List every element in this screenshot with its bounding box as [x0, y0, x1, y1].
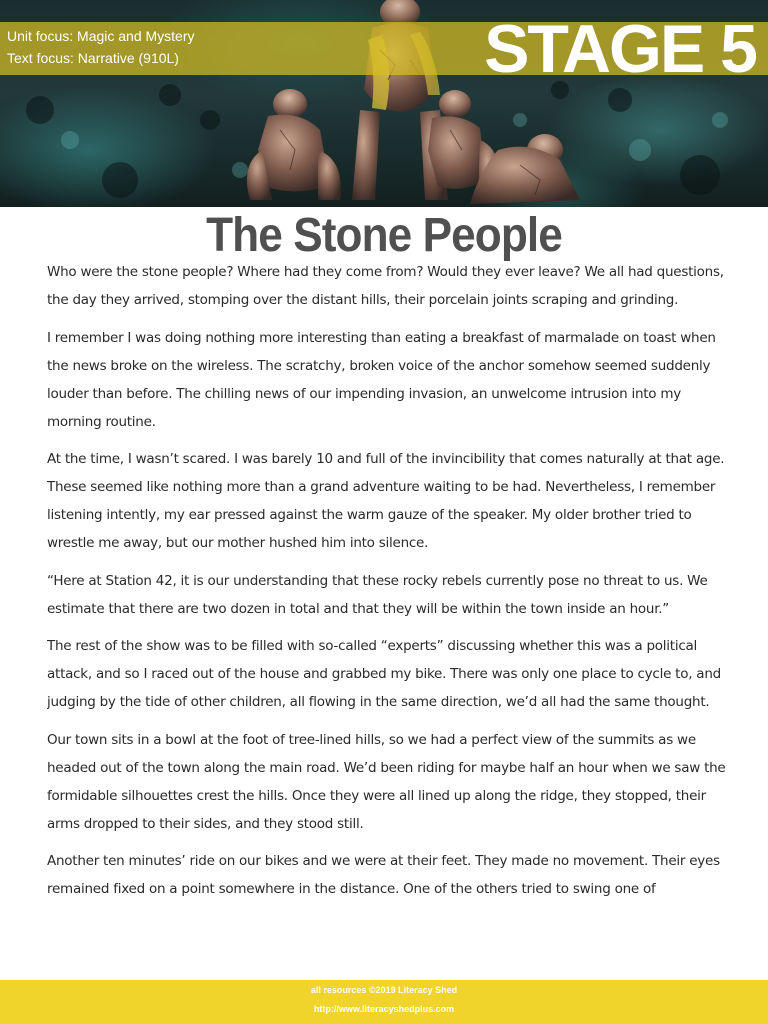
unit-focus-label: Unit focus: Magic and Mystery [7, 28, 195, 44]
story-body [47, 258, 731, 970]
footer [0, 980, 768, 1024]
text-focus-label: Text focus: Narrative (910L) [7, 50, 179, 66]
footer-copyright: all resources ©2019 Literacy Shed [310, 985, 458, 995]
story-paragraph: Another ten minutes’ ride on our bikes and we were at their feet. They made no movement. Their eyes remained fixed on a point somewhere in the distance. One of the others tried to swing one of [47, 853, 720, 897]
story-paragraph: The rest of the show was to be filled with so-called “experts” discussing whether this was a political attack, and so I raced out of the house and grabbed my bike. There was only one place to cycle to, and judging by the tide of other children, all flowing in the same direction, we’d all had the same thought. [47, 638, 721, 710]
footer-url-link[interactable]: http://www.literacyshedplus.com [313, 1004, 455, 1014]
page-title: The Stone People [206, 209, 562, 262]
story-paragraph: “Here at Station 42, it is our understanding that these rocky rebels currently pose no threat to us. We estimate that there are two dozen in total and that they will be within the town inside an hour.” [47, 572, 708, 617]
header-banner [0, 0, 768, 207]
stage-label: STAGE 5 [484, 11, 756, 87]
story-paragraph: I remember I was doing nothing more interesting than eating a breakfast of marmalade on toast when the news broke on the wireless. The scratchy, broken voice of the anchor somehow seemed suddenly louder than before. The chilling news of our impending invasion, an unwelcome intrusion into my morning routine. [47, 329, 716, 430]
story-paragraph: Who were the stone people? Where had they come from? Would they ever leave? We all had questions, the day they arrived, stomping over the distant hills, their porcelain joints scraping and grinding. [47, 264, 724, 308]
story-paragraph: At the time, I wasn’t scared. I was barely 10 and full of the invincibility that comes naturally at that age. These seemed like nothing more than a grand adventure waiting to be had. Nevertheless, I remember listening intently, my ear pressed against the warm gauze of the speaker. My older brother tried to wrestle me away, but our mother hushed him into silence. [47, 451, 725, 551]
story-paragraph: Our town sits in a bowl at the foot of tree-lined hills, so we had a perfect view of the summits as we headed out of the town along the main road. We’d been riding for maybe half an hour when we saw the formidable silhouettes crest the hills. Once they were all lined up along the ridge, they stopped, their arms dropped to their sides, and they stood still. [47, 731, 726, 832]
